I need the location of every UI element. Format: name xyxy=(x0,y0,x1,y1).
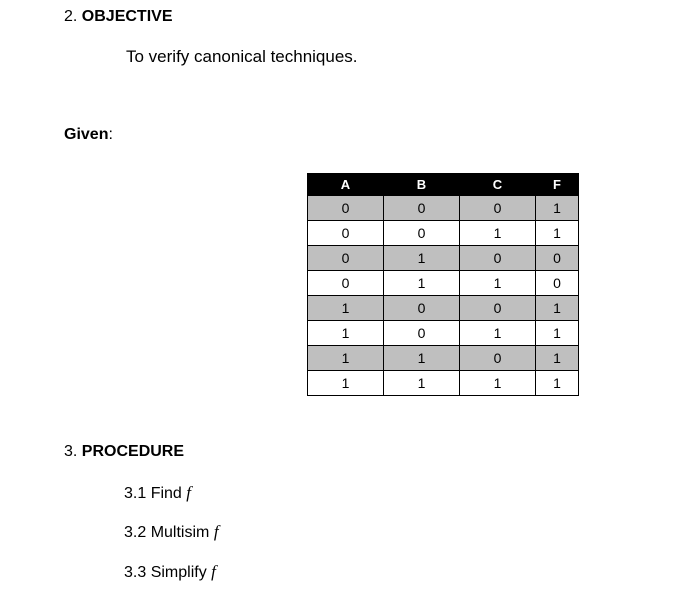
cell-c: 0 xyxy=(460,296,536,321)
cell-f: 0 xyxy=(536,271,579,296)
procedure-step xyxy=(124,483,191,504)
cell-a: 0 xyxy=(308,221,384,246)
cell-c: 1 xyxy=(460,221,536,246)
cell-a: 1 xyxy=(308,296,384,321)
step-label: 3.3 Simplify xyxy=(124,564,207,581)
cell-a: 0 xyxy=(308,196,384,221)
table-row xyxy=(308,271,579,296)
cell-c: 0 xyxy=(460,346,536,371)
cell-c: 0 xyxy=(460,246,536,271)
given-label-text: Given xyxy=(64,126,109,143)
procedure-step xyxy=(124,522,219,543)
header-b: B xyxy=(384,173,460,196)
cell-f: 1 xyxy=(536,321,579,346)
truth-table xyxy=(307,173,579,396)
table-row xyxy=(308,371,579,396)
cell-c: 1 xyxy=(460,371,536,396)
table-row xyxy=(308,196,579,221)
step-function: f xyxy=(213,522,219,541)
cell-a: 0 xyxy=(308,246,384,271)
objective-text: To verify canonical techniques. xyxy=(126,47,358,66)
cell-b: 0 xyxy=(384,221,460,246)
cell-b: 1 xyxy=(384,271,460,296)
step-function: f xyxy=(186,483,191,502)
truth-table-header-row xyxy=(308,173,579,196)
cell-a: 1 xyxy=(308,371,384,396)
header-f: F xyxy=(536,173,579,196)
objective-title: OBJECTIVE xyxy=(81,8,173,25)
procedure-title: PROCEDURE xyxy=(81,443,185,460)
procedure-heading xyxy=(64,442,184,462)
cell-b: 1 xyxy=(384,246,460,271)
given-label-colon: : xyxy=(108,126,113,143)
header-c: C xyxy=(460,173,536,196)
cell-c: 1 xyxy=(460,271,536,296)
table-row xyxy=(308,346,579,371)
header-a: A xyxy=(308,173,384,196)
step-label: 3.1 Find xyxy=(124,485,182,502)
cell-f: 1 xyxy=(536,196,579,221)
cell-f: 0 xyxy=(536,246,579,271)
cell-f: 1 xyxy=(536,371,579,396)
cell-b: 0 xyxy=(384,321,460,346)
objective-heading xyxy=(64,7,172,27)
given-label xyxy=(64,125,113,145)
table-row xyxy=(308,221,579,246)
table-row xyxy=(308,296,579,321)
cell-b: 1 xyxy=(384,346,460,371)
cell-a: 0 xyxy=(308,271,384,296)
cell-f: 1 xyxy=(536,221,579,246)
objective-number: 2. xyxy=(64,8,78,25)
step-function: f xyxy=(211,562,216,581)
step-label: 3.2 Multisim xyxy=(124,524,210,541)
cell-f: 1 xyxy=(536,296,579,321)
cell-b: 0 xyxy=(384,296,460,321)
cell-b: 1 xyxy=(384,371,460,396)
cell-c: 1 xyxy=(460,321,536,346)
table-row xyxy=(308,321,579,346)
cell-a: 1 xyxy=(308,346,384,371)
cell-f: 1 xyxy=(536,346,579,371)
cell-c: 0 xyxy=(460,196,536,221)
cell-a: 1 xyxy=(308,321,384,346)
procedure-step xyxy=(124,562,216,583)
table-row xyxy=(308,246,579,271)
cell-b: 0 xyxy=(384,196,460,221)
procedure-number: 3. xyxy=(64,443,78,460)
